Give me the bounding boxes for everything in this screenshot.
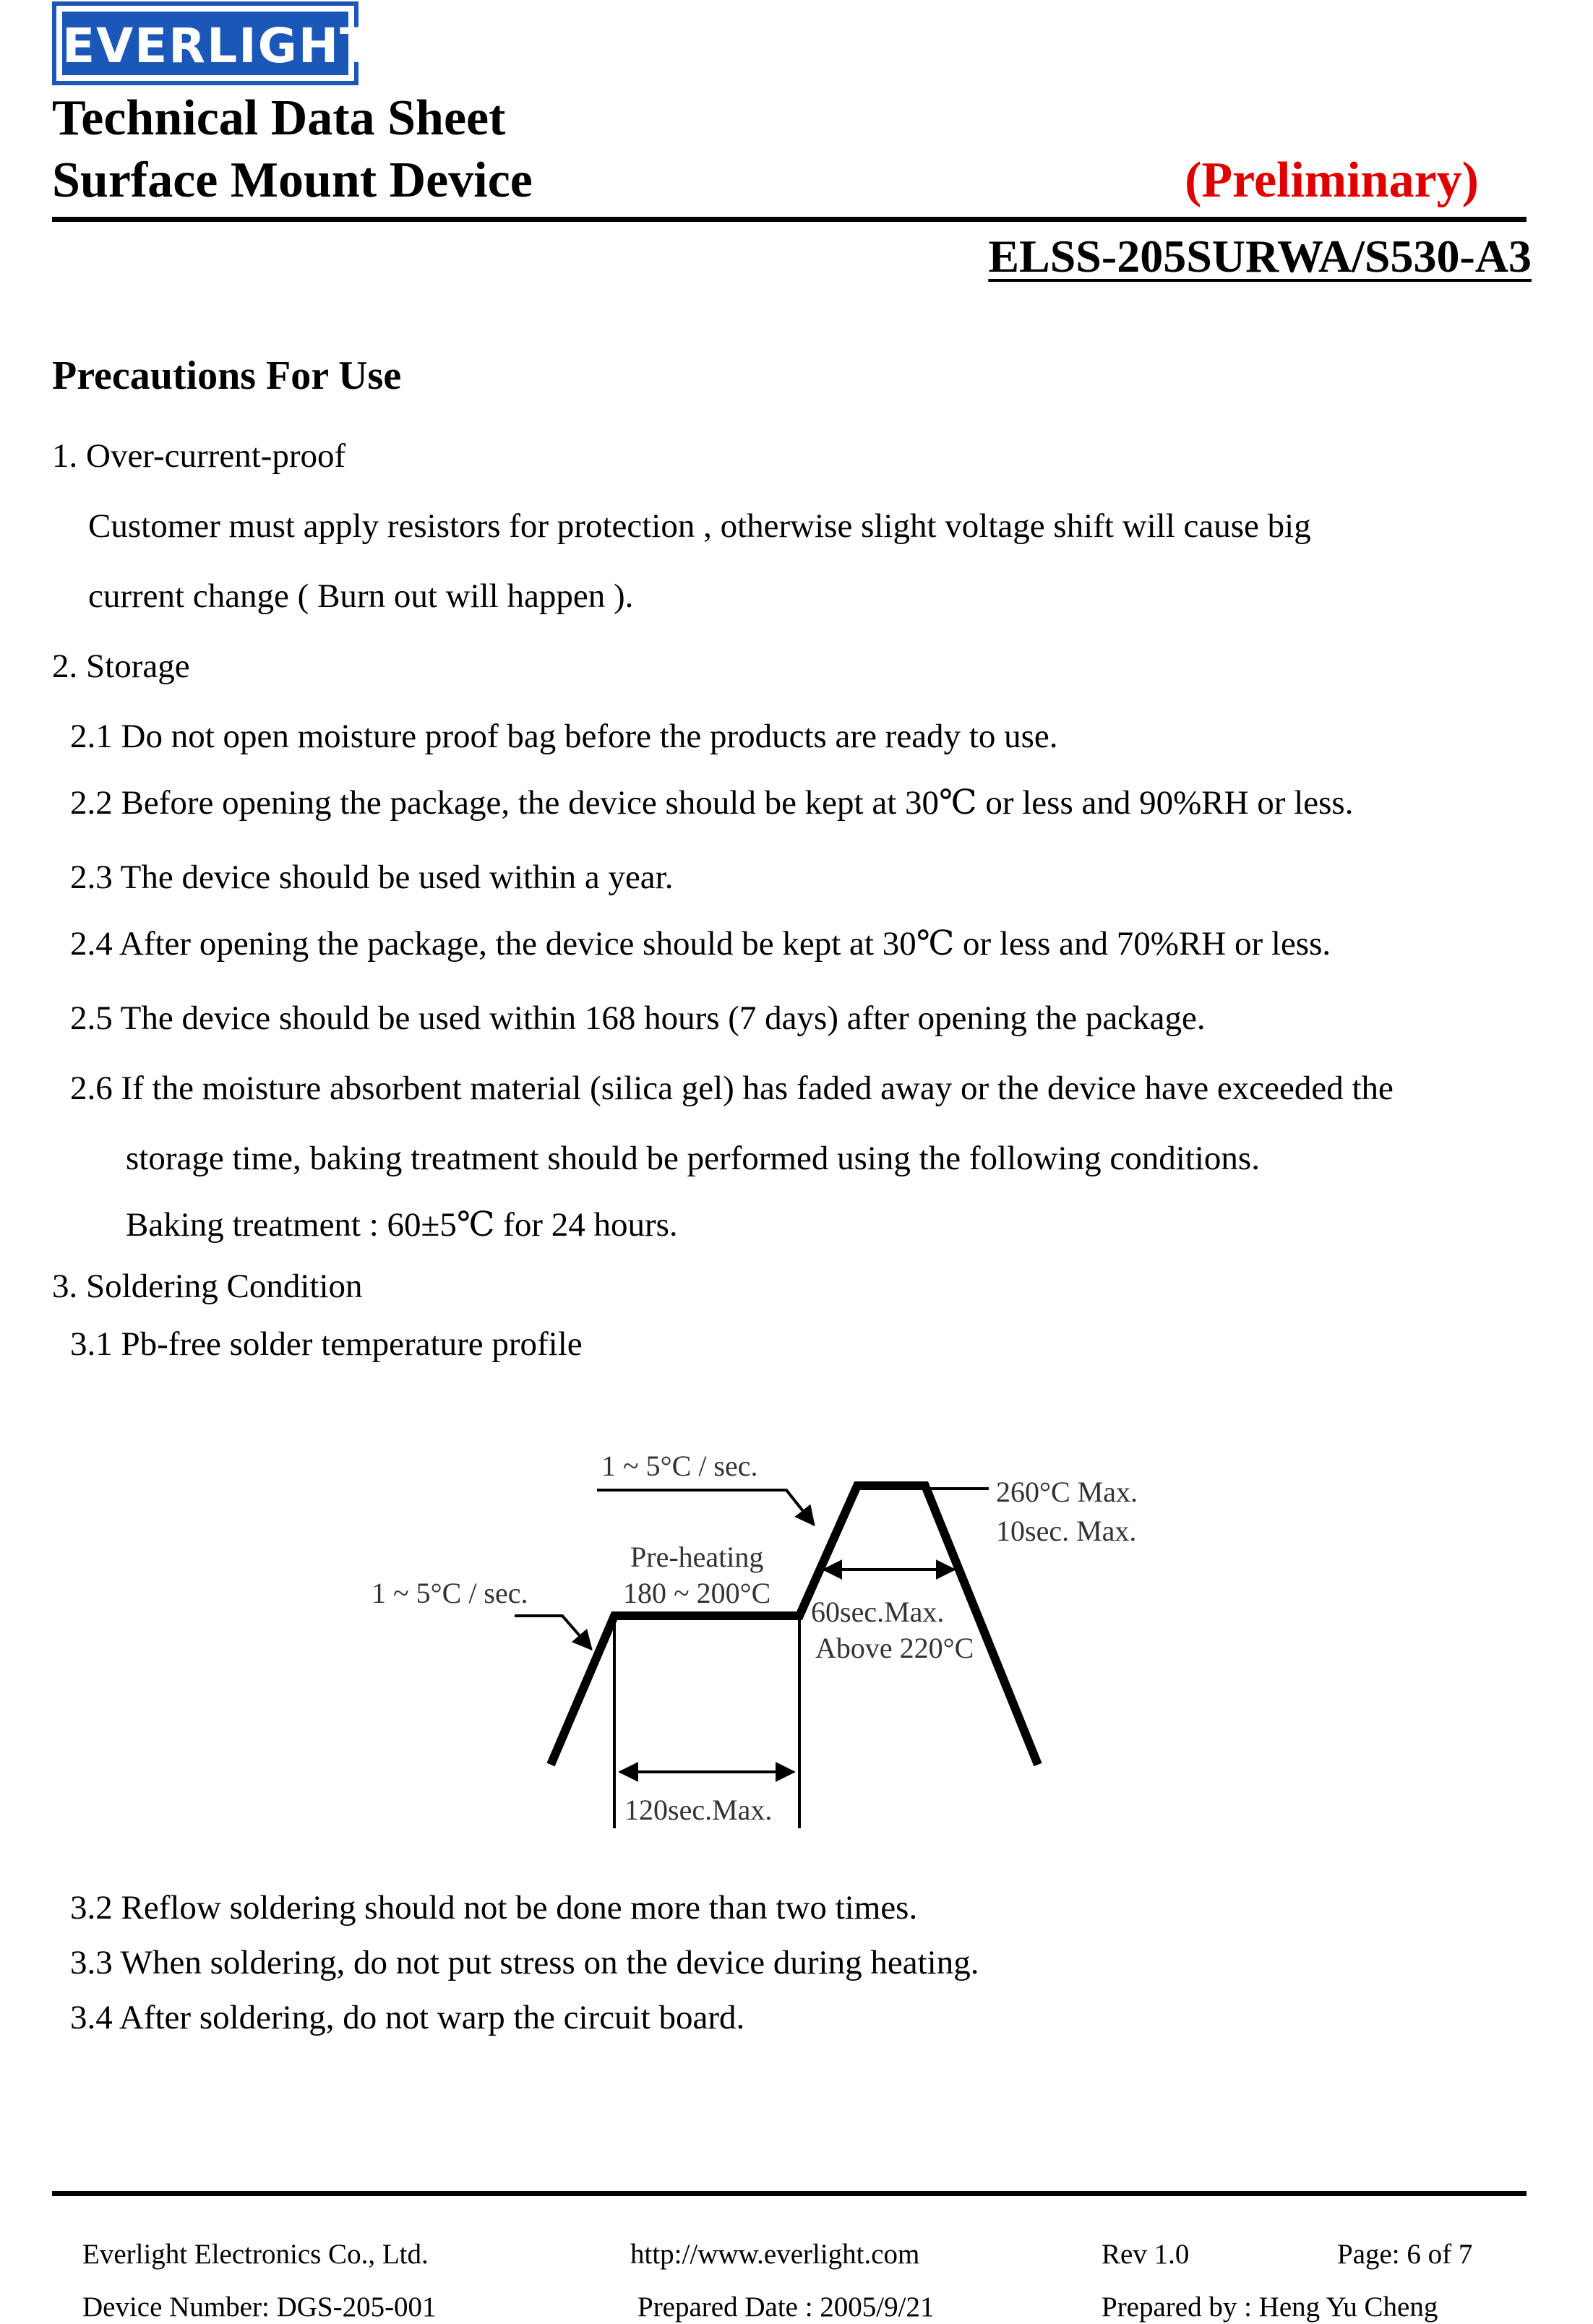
ramp-to-peak-leader-arrow (597, 1490, 814, 1525)
above-time-label: 60sec.Max. (811, 1596, 945, 1628)
profile-curve (551, 1486, 1038, 1765)
item-1-heading: 1. Over-current-proof (52, 437, 346, 475)
item-2-6-line2: storage time, baking treatment should be performed using the following conditions. (126, 1140, 1260, 1177)
doc-title-line1: Technical Data Sheet (52, 90, 506, 146)
footer-page-number: Page: 6 of 7 (1337, 2239, 1473, 2270)
preheat-label: Pre-heating (630, 1541, 764, 1573)
logo-text: EVERLIGHT (62, 12, 348, 75)
item-2-6-baking: Baking treatment : 60±5℃ for 24 hours. (126, 1206, 678, 1244)
item-3-4: 3.4 After soldering, do not warp the circuit board. (70, 1999, 745, 2036)
footer-revision: Rev 1.0 (1102, 2239, 1190, 2270)
footer-device-number: Device Number: DGS-205-001 (82, 2291, 437, 2323)
preheat-time-label: 120sec.Max. (624, 1794, 773, 1826)
preheat-range-label: 180 ~ 200°C (623, 1577, 771, 1609)
footer-company: Everlight Electronics Co., Ltd. (82, 2239, 429, 2270)
ramp-up-rate-label: 1 ~ 5°C / sec. (372, 1577, 528, 1609)
item-2-4: 2.4 After opening the package, the device should be kept at 30℃ or less and 70%RH or less. (70, 925, 1331, 963)
preliminary-status: (Preliminary) (1185, 152, 1479, 208)
item-2-2: 2.2 Before opening the package, the device should be kept at 30℃ or less and 90%RH or less. (70, 784, 1354, 822)
item-2-3: 2.3 The device should be used within a year. (70, 858, 674, 896)
peak-time-label: 10sec. Max. (996, 1515, 1137, 1547)
item-3-2: 3.2 Reflow soldering should not be done more than two times. (70, 1889, 918, 1927)
item-2-heading: 2. Storage (52, 647, 190, 685)
doc-title-line2: Surface Mount Device (52, 152, 533, 208)
item-1-text-b: current change ( Burn out will happen ). (88, 577, 634, 615)
item-3-3: 3.3 When soldering, do not put stress on the device during heating. (70, 1944, 979, 1981)
footer-divider (52, 2191, 1527, 2196)
item-3-1: 3.1 Pb-free solder temperature profile (70, 1325, 583, 1363)
above-temp-label: Above 220°C (815, 1632, 974, 1664)
item-2-5: 2.5 The device should be used within 168 hours (7 days) after opening the package. (70, 999, 1206, 1037)
item-1-text-a: Customer must apply resistors for protection , otherwise slight voltage shift will cause big (88, 507, 1311, 545)
peak-temp-label: 260°C Max. (996, 1476, 1138, 1508)
footer-prepared-by: Prepared by : Heng Yu Cheng (1102, 2291, 1438, 2323)
item-2-6-line1: 2.6 If the moisture absorbent material (silica gel) has faded away or the device have exceeded the (70, 1070, 1394, 1107)
item-2-1: 2.1 Do not open moisture proof bag before the products are ready to use. (70, 718, 1058, 755)
footer-prepared-date: Prepared Date : 2005/9/21 (637, 2291, 935, 2323)
ramp-up-leader-arrow (515, 1616, 591, 1649)
part-number: ELSS-205SURWA/S530-A3 (988, 231, 1532, 282)
item-3-heading: 3. Soldering Condition (52, 1268, 363, 1305)
footer-url[interactable]: http://www.everlight.com (630, 2239, 920, 2270)
ramp-to-peak-rate-label: 1 ~ 5°C / sec. (601, 1450, 758, 1482)
section-title: Precautions For Use (52, 353, 402, 398)
